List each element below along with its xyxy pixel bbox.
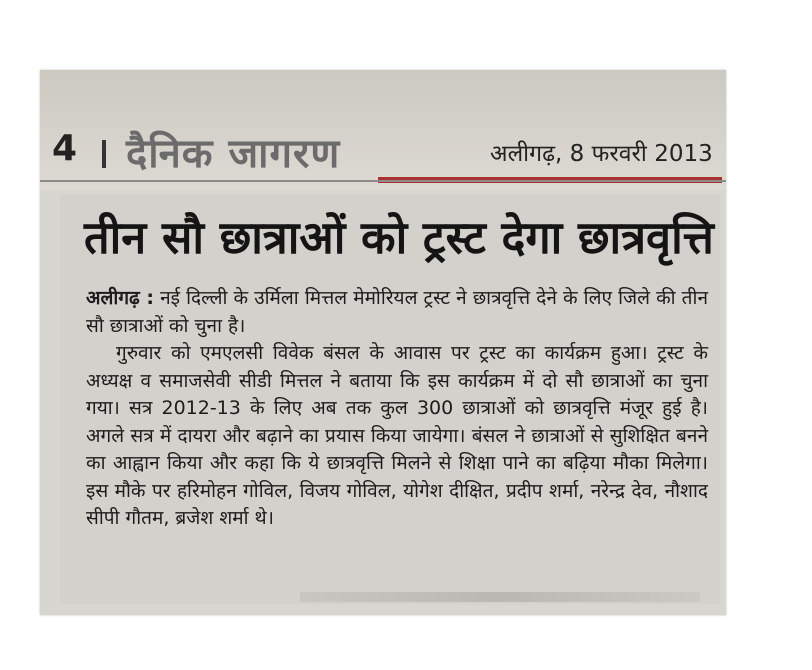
masthead-dateline: अलीगढ़, 8 फरवरी 2013: [490, 141, 713, 167]
print-bleed-through: [300, 592, 700, 602]
article-paragraph-1-text: नई दिल्ली के उर्मिला मित्तल मेमोरियल ट्रस्ट ने छात्रवृत्ति देने के लिए जिले की तीन सौ छात्राओं को चुना है।: [86, 287, 708, 337]
masthead-separator: [102, 140, 106, 168]
article-body: [86, 285, 708, 533]
newspaper-name: दैनिक जागरण: [126, 131, 341, 177]
article-paragraph-1: [86, 285, 708, 340]
article-dateline: अलीगढ़ :: [86, 287, 154, 309]
article-headline: तीन सौ छात्राओं को ट्रस्ट देगा छात्रवृत्ति: [84, 211, 714, 264]
article-paragraph-2: गुरुवार को एमएलसी विवेक बंसल के आवास पर ट्रस्ट का कार्यक्रम हुआ। ट्रस्ट के अध्यक्ष व समाजसेवी सीडी मित्तल ने बताया कि इस कार्यक्रम में दो सौ छात्राओं का चुना गया। सत्र 2012-13 के लिए अब तक कुल 300 छात्राओं को छात्रवृत्ति मंजूर हुई है। अगले सत्र में दायरा और बढ़ाने का प्रयास किया जायेगा। बंसल ने छात्राओं से सुशिक्षित बनने का आह्वान किया और कहा कि ये छात्रवृत्ति मिलने से शिक्षा पाने का बढ़िया मौका मिलेगा। इस मौके पर हरिमोहन गोविल, विजय गोविल, योगेश दीक्षित, प्रदीप शर्मा, नरेन्द्र देव, नौशाद सीपी गौतम, ब्रजेश शर्मा थे।: [86, 342, 708, 529]
masthead-gray-rule: [40, 180, 726, 182]
page-number: 4: [52, 128, 78, 169]
